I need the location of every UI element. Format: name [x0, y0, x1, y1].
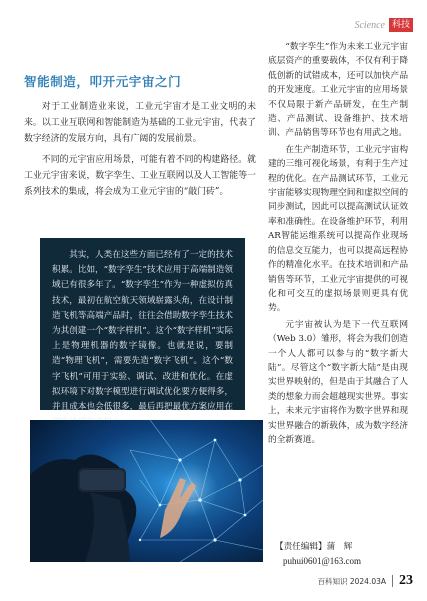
page-footer [317, 573, 413, 589]
right-paragraph-3: 元宇宙被认为是下一代互联网（Web 3.0）雏形，将会为我们创造一个人人都可以参与的“数字新大陆”。尽管这个“数字新大陆”是由现实世界映射的，但是由于其融合了人类的想象力而会超越现实世界。事实上，未来元宇宙将作为数字世界和现实世界融合的新载体，成为数字经济的全新赛道。 [268, 319, 408, 445]
vr-headset-photo [30, 420, 263, 562]
editor-credit: 【责任编辑】蒲 辉 [275, 542, 353, 552]
left-column [24, 72, 256, 207]
right-paragraph-2: 在生产制造环节，工业元宇宙构建的三维可视化场景，有利于生产过程的优化。在产品测试环节，工业元宇宙能够实现物理空间和虚拟空间的同步测试，因此可以提高测试认证效率和准确性。在设备维护环节，利用AR智能运维系统可以提高作业现场的信息交互能力，也可以提高远程协作的精准化水平。在技术培训和产品销售等环节，工业元宇宙提供的可视化和可交互的虚拟场景则更具有优势。 [268, 144, 408, 314]
header-section-tag: 科技 [389, 18, 413, 32]
left-paragraph-2: 不同的元宇宙应用场景，可能有着不同的构建路径。就工业元宇宙来说，数字孪生、工业互联网以及人工智能等一系列技术的集成，将会成为工业元宇宙的“敲门砖”。 [24, 155, 256, 197]
header-science-label: Science [354, 19, 385, 31]
left-paragraph-1: 对于工业制造业来说，工业元宇宙才是工业文明的未来。以工业互联网和智能制造为基础的工业元宇宙，代表了数字经济的发展方向，具有广阔的发展前景。 [24, 102, 256, 144]
page-header [354, 18, 413, 32]
section-title: 智能制造，叩开元宇宙之门 [24, 74, 182, 89]
quote-text: 其实，人类在这些方面已经有了一定的技术积累。比如，“数字孪生”技术应用于高端制造领域已有很多年了。“数字孪生”作为一种虚拟仿真技术，最初在航空航天领域崭露头角，在设计制造飞机等高端产品时，往往会借助数字孪生技术为其创建一个“数字样机”。这个“数字样机”实际上是物理机器的数字镜像。也就是说，要制造“物理飞机”，需要先造“数字飞机”。这个“数字飞机”可用于实验、调试、改进和优化。在虚拟环境下对数字模型进行调试优化要方便得多，并且成本也会低很多，最后再把最优方案应用在 [52, 250, 233, 413]
quote-box [40, 238, 245, 413]
editor-email: puhui0601@163.com [283, 556, 362, 566]
magazine-issue: 百科知识 2024.03A [317, 576, 386, 586]
page-number: 23 [399, 573, 413, 588]
footer-divider [392, 575, 393, 587]
right-paragraph-1: “数字孪生”作为未来工业元宇宙底层资产的重要载体，不仅有利于降低创新的试错成本，还可以加快产品的开发速度。工业元宇宙的应用场景不仅局限于新产品研发，在生产制造、产品测试、设备维护、技术培训、产品销售等环节也有用武之地。 [268, 42, 408, 139]
right-column [268, 40, 408, 449]
